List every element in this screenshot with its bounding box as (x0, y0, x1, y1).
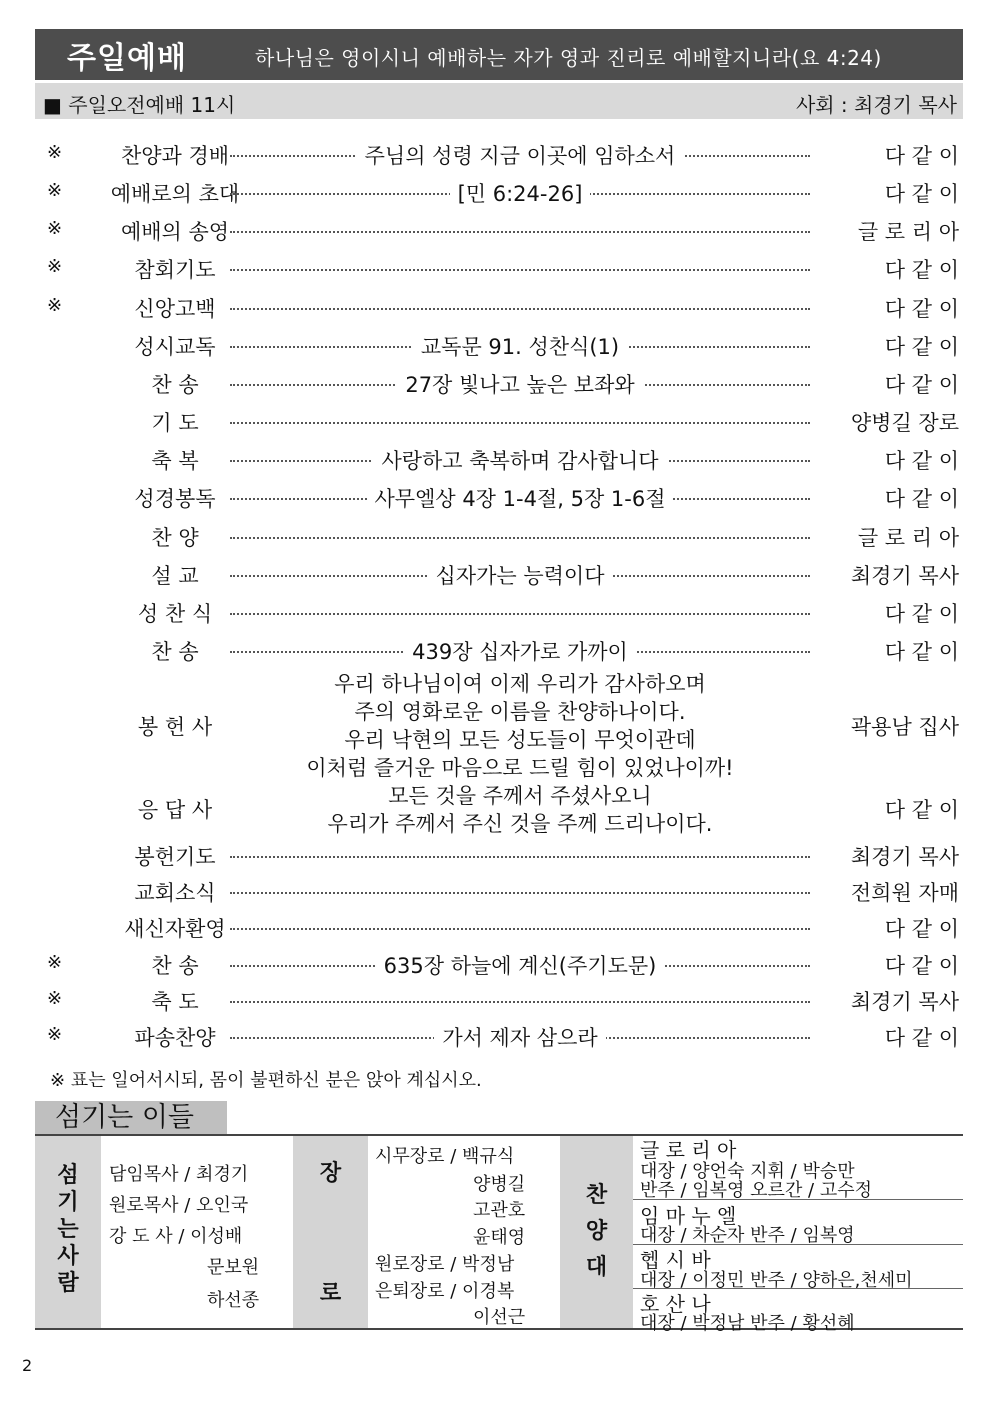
page-number: 2 (22, 1356, 33, 1375)
order-item-leader: 전희원 자매 (850, 881, 959, 905)
order-item-leader: 다 같 이 (884, 602, 959, 626)
order-item-detail: 사무엘상 4장 1-4절, 5장 1-6절 (230, 483, 810, 513)
servers-col2-label-top: 장 (319, 1161, 342, 1186)
order-item-leader: 다 같 이 (884, 640, 959, 664)
order-item-name: 설 교 (151, 564, 199, 588)
choir-name: 글 로 리 아 (640, 1138, 737, 1162)
order-item-name: 찬 송 (151, 640, 199, 664)
pastor-line: 담임목사 / 최경기 (109, 1164, 249, 1185)
order-row (35, 331, 963, 361)
order-item-name: 예배로의 초대 (110, 182, 240, 206)
order-row (35, 636, 963, 666)
choir-detail: 대장 / 양언숙 지휘 / 박승만 (640, 1161, 855, 1182)
elder-line: 은퇴장로 / 이경복 (375, 1281, 515, 1302)
leader-dots (230, 231, 810, 233)
order-item-detail: [민 6:24-26] (230, 178, 810, 208)
choir-name: 호 산 나 (640, 1292, 711, 1316)
page-title: 주일예배 (67, 41, 187, 76)
response-label: 응 답 사 (137, 798, 213, 822)
order-item-leader: 글 로 리 아 (857, 220, 959, 244)
order-item-leader: 다 같 이 (884, 954, 959, 978)
order-row (35, 560, 963, 590)
pastor-line: 강 도 사 / 이성배 (109, 1226, 243, 1247)
elder-line: 원로장로 / 박정남 (375, 1254, 515, 1275)
order-item-name: 교회소식 (134, 881, 216, 905)
order-row (35, 216, 963, 246)
elder-line: 이선근 (473, 1307, 526, 1328)
order-item-name: 축 도 (151, 990, 199, 1014)
leader-dots (230, 856, 810, 858)
order-row (35, 140, 963, 170)
servers-col3-label: 찬 양 대 (585, 1183, 608, 1280)
order-row (35, 986, 963, 1016)
leader-dots (230, 422, 810, 424)
offering-leader: 곽용남 집사 (850, 715, 959, 739)
order-item-name: 축 복 (151, 449, 199, 473)
servers-title: 섬기는 이들 (35, 1101, 227, 1135)
header-verse: 하나님은 영이시니 예배하는 자가 영과 진리로 예배할지니라(요 4:24) (255, 46, 882, 70)
leader-dots (230, 308, 810, 310)
order-item-leader: 다 같 이 (884, 1026, 959, 1050)
choir-name: 임 마 누 엘 (640, 1204, 737, 1228)
order-item-leader: 다 같 이 (884, 144, 959, 168)
order-row (35, 913, 963, 943)
choir-name: 헵 시 바 (640, 1248, 711, 1272)
order-row (35, 369, 963, 399)
order-item-leader: 다 같 이 (884, 487, 959, 511)
order-item-name: 성경봉독 (134, 487, 216, 511)
order-item-name: 찬 양 (151, 526, 199, 550)
standing-mark: ※ (47, 218, 63, 239)
standing-mark: ※ (47, 180, 63, 201)
order-row (35, 950, 963, 980)
order-item-name: 신앙고백 (134, 297, 216, 321)
choir-detail: 대장 / 차순자 반주 / 임복영 (640, 1225, 855, 1246)
servers-table (35, 1134, 963, 1334)
order-item-detail: 439장 십자가로 가까이 (230, 636, 810, 666)
standing-mark: ※ (47, 988, 63, 1009)
order-item-leader: 최경기 목사 (850, 845, 959, 869)
order-item-name: 성 찬 식 (137, 602, 213, 626)
response-line: 모든 것을 주께서 주셨사오니 (388, 784, 652, 808)
choir-detail: 대장 / 박정남 반주 / 황선혜 (640, 1313, 855, 1334)
leader-dots (230, 269, 810, 271)
order-item-name: 기 도 (151, 411, 199, 435)
leader-dots (230, 892, 810, 894)
pastor-line: 하선종 (207, 1290, 260, 1311)
order-item-name: 참회기도 (134, 258, 216, 282)
order-item-detail: 635장 하늘에 계신(주기도문) (230, 950, 810, 980)
order-item-leader: 최경기 목사 (850, 990, 959, 1014)
leader-dots (230, 1001, 810, 1003)
order-row (35, 877, 963, 907)
standing-mark: ※ (47, 142, 63, 163)
offering-prayer (230, 670, 810, 782)
order-item-name: 성시교독 (134, 335, 216, 359)
order-item-name: 새신자환영 (124, 917, 226, 941)
leader-dots (230, 928, 810, 930)
service-leader: 사회 : 최경기 목사 (795, 93, 957, 117)
order-item-name: 찬 송 (151, 373, 199, 397)
offering-line: 주의 영화로운 이름을 찬양하나이다. (354, 700, 686, 724)
header-bar (35, 29, 963, 80)
standing-mark: ※ (47, 256, 63, 277)
service-time: ■ 주일오전예배 11시 (43, 93, 236, 117)
standing-note: ※ 표는 일어서시되, 몸이 불편하신 분은 앉아 계십시오. (50, 1070, 482, 1091)
order-item-leader: 다 같 이 (884, 258, 959, 282)
standing-mark: ※ (47, 1024, 63, 1045)
order-row (35, 522, 963, 552)
offering-line: 이처럼 즐거운 마음으로 드릴 힘이 있었나이까! (306, 756, 734, 780)
elder-line: 시무장로 / 백규식 (375, 1146, 515, 1167)
leader-dots (230, 537, 810, 539)
order-item-name: 찬 송 (151, 954, 199, 978)
order-item-name: 찬양과 경배 (120, 144, 230, 168)
pastor-line: 원로목사 / 오인국 (109, 1195, 249, 1216)
pastor-line: 문보원 (207, 1257, 260, 1278)
order-item-detail: 사랑하고 축복하며 감사합니다 (230, 445, 810, 475)
elder-line: 윤태영 (473, 1227, 526, 1248)
order-row (35, 407, 963, 437)
order-item-leader: 최경기 목사 (850, 564, 959, 588)
response-prayer (230, 782, 810, 838)
choir-detail: 대장 / 이정민 반주 / 양하은,천세미 (640, 1270, 913, 1291)
order-item-leader: 다 같 이 (884, 297, 959, 321)
order-item-leader: 다 같 이 (884, 182, 959, 206)
order-row (35, 445, 963, 475)
order-row (35, 1022, 963, 1052)
order-item-name: 봉헌기도 (134, 845, 216, 869)
servers-col1-label: 섬 기 는 사 람 (57, 1163, 79, 1296)
response-leader: 다 같 이 (884, 798, 959, 822)
choir-detail: 반주 / 임복영 오르간 / 고수정 (640, 1180, 873, 1201)
order-row (35, 598, 963, 628)
order-item-leader: 다 같 이 (884, 335, 959, 359)
offering-line: 우리 낙현의 모든 성도들이 무엇이관데 (344, 728, 696, 752)
order-item-detail: 27장 빛나고 높은 보좌와 (230, 369, 810, 399)
order-item-detail: 교독문 91. 성찬식(1) (230, 331, 810, 361)
order-row (35, 254, 963, 284)
order-item-name: 예배의 송영 (120, 220, 230, 244)
order-item-leader: 양병길 장로 (850, 411, 959, 435)
order-item-leader: 글 로 리 아 (857, 526, 959, 550)
order-item-leader: 다 같 이 (884, 373, 959, 397)
leader-dots (230, 613, 810, 615)
order-row (35, 841, 963, 871)
servers-col2-label-bottom: 로 (319, 1281, 342, 1306)
order-row (35, 293, 963, 323)
order-item-leader: 다 같 이 (884, 917, 959, 941)
order-item-leader: 다 같 이 (884, 449, 959, 473)
order-item-detail: 가서 제자 삼으라 (230, 1022, 810, 1052)
elder-line: 양병길 (473, 1174, 526, 1195)
order-item-detail: 주님의 성령 지금 이곳에 임하소서 (230, 140, 810, 170)
offering-label: 봉 헌 사 (137, 715, 213, 739)
offering-line: 우리 하나님이여 이제 우리가 감사하오며 (334, 672, 706, 696)
order-row (35, 483, 963, 513)
order-item-detail: 십자가는 능력이다 (230, 560, 810, 590)
order-item-name: 파송찬양 (134, 1026, 216, 1050)
service-subheader (35, 83, 963, 119)
standing-mark: ※ (47, 295, 63, 316)
standing-mark: ※ (47, 952, 63, 973)
response-line: 우리가 주께서 주신 것을 주께 드리나이다. (327, 812, 713, 836)
order-row (35, 178, 963, 208)
elder-line: 고관호 (473, 1200, 526, 1221)
